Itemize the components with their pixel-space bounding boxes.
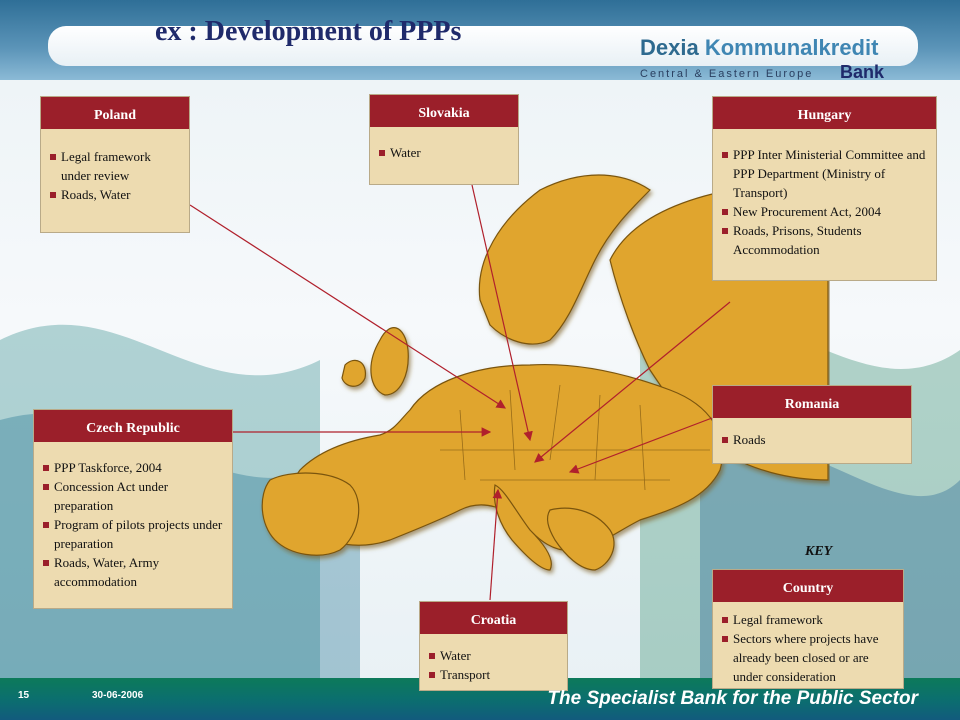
country-box-czech-republic [33,409,233,609]
list-item: Concession Act under preparation [42,477,224,515]
list-item: New Procurement Act, 2004 [721,202,928,221]
list-item: Roads, Water [49,185,181,204]
country-box-header: Hungary [713,97,936,129]
brand-logo-part-b: Kommunalkredit [704,35,879,60]
country-box-header: Poland [41,97,189,129]
list-item: PPP Taskforce, 2004 [42,458,224,477]
key-legend-box [712,569,904,689]
country-box-header: Slovakia [370,95,518,127]
list-item: Legal framework under review [49,147,181,185]
country-box-header: Czech Republic [34,410,232,442]
country-box-header: Romania [713,386,911,418]
country-box-poland [40,96,190,233]
country-box-hungary [712,96,937,281]
brand-subtitle: Central & Eastern Europe [640,68,814,80]
country-box-body [370,127,518,168]
country-box-slovakia [369,94,519,185]
list-item: Roads, Water, Army accommodation [42,553,224,591]
country-box-body [41,129,189,210]
key-label: KEY [805,544,833,559]
country-box-body [34,442,232,597]
country-box-body [713,129,936,265]
country-box-body [420,634,567,690]
list-item: PPP Inter Ministerial Committee and PPP Department (Ministry of Transport) [721,145,928,202]
country-box-header: Croatia [420,602,567,634]
footer-tagline: The Specialist Bank for the Public Sector [547,688,918,709]
country-box-body [713,418,911,455]
country-box-romania [712,385,912,464]
list-item: Legal framework [721,610,895,629]
list-item: Program of pilots projects under preparation [42,515,224,553]
list-item: Transport [428,665,559,684]
page-number: 15 [18,690,30,701]
ireland-landmass [342,360,365,386]
country-box-croatia [419,601,568,691]
page-title: ex : Development of PPPs [155,16,462,47]
brand-subtitle-word: Bank [840,62,885,82]
iberia-landmass [262,473,359,555]
list-item: Roads, Prisons, Students Accommodation [721,221,928,259]
brand-logo [640,35,878,61]
list-item: Water [428,646,559,665]
brand-logo-part-a: Dexia [640,35,699,60]
key-legend-header: Country [713,570,903,602]
slide-date: 30-06-2006 [92,690,144,701]
list-item: Sectors where projects have already been closed or are under consideration [721,629,895,686]
list-item: Roads [721,430,903,449]
list-item: Water [378,143,510,162]
britain-landmass [371,328,408,395]
key-legend-body [713,602,903,692]
